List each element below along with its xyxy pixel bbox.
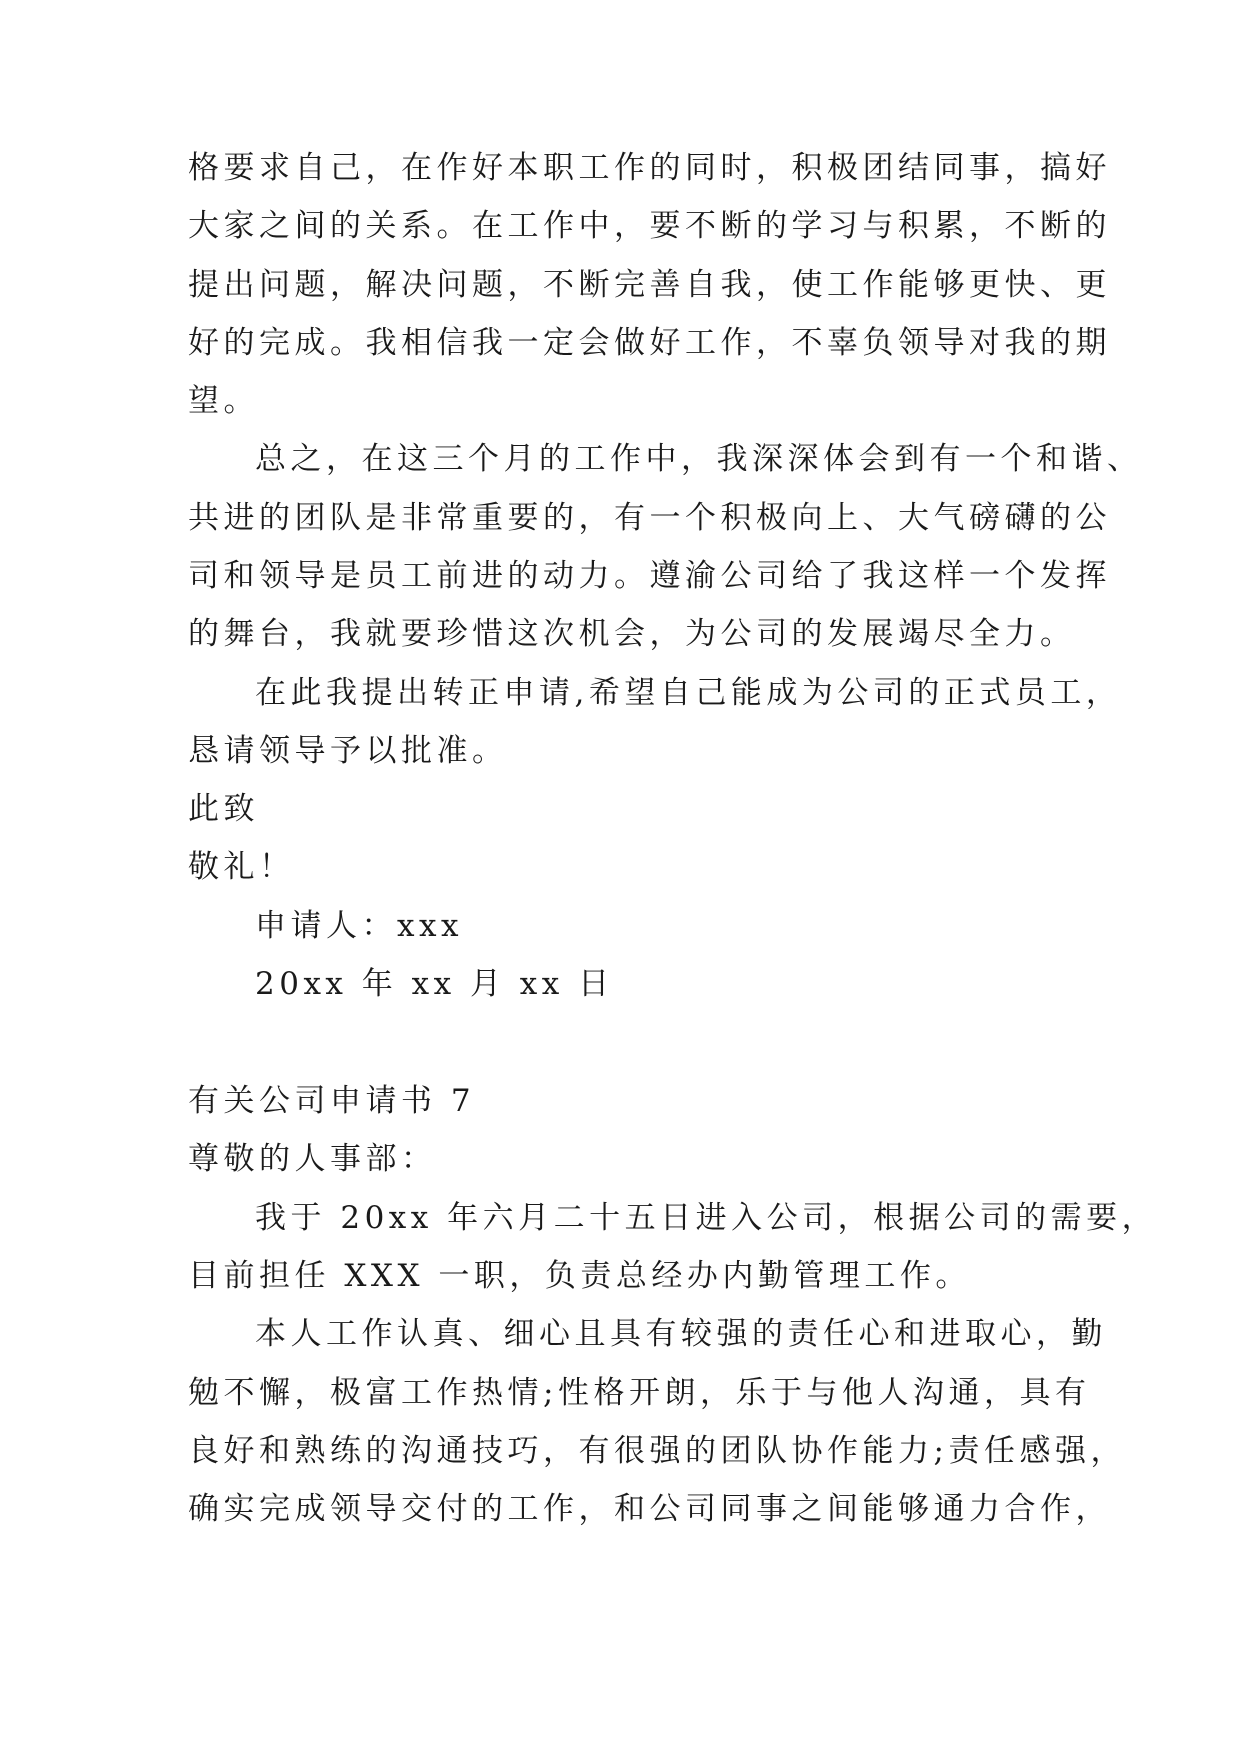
text-line: 大家之间的关系。在工作中，要不断的学习与积累，不断的: [188, 208, 1111, 244]
text-line: 目前担任 XXX 一职，负责总经办内勤管理工作。: [188, 1258, 971, 1294]
greeting-line: 尊敬的人事部：: [188, 1141, 437, 1177]
closing-line: 此致: [188, 791, 259, 827]
section-title: 有关公司申请书 7: [188, 1083, 476, 1119]
text-line: 格要求自己，在作好本职工作的同时，积极团结同事，搞好: [188, 150, 1111, 186]
paragraph-start-line: 总之，在这三个月的工作中，我深深体会到有一个和谐、: [255, 441, 1143, 477]
applicant-line: 申请人：xxx: [255, 908, 463, 944]
text-line: 司和领导是员工前进的动力。遵渝公司给了我这样一个发挥: [188, 558, 1111, 594]
text-line: 良好和熟练的沟通技巧，有很强的团队协作能力;责任感强，: [188, 1433, 1126, 1469]
text-line: 共进的团队是非常重要的，有一个积极向上、大气磅礴的公: [188, 500, 1111, 536]
text-line: 好的完成。我相信我一定会做好工作，不辜负领导对我的期: [188, 325, 1111, 361]
text-line: 确实完成领导交付的工作，和公司同事之间能够通力合作，: [188, 1491, 1111, 1527]
text-line: 望。: [188, 383, 259, 419]
text-line: 勉不懈，极富工作热情;性格开朗，乐于与他人沟通，具有: [188, 1375, 1091, 1411]
paragraph-start-line: 在此我提出转正申请,希望自己能成为公司的正式员工，: [255, 675, 1122, 711]
paragraph-start-line: 本人工作认真、细心且具有较强的责任心和进取心，勤: [255, 1316, 1107, 1352]
text-line: 恳请领导予以批准。: [188, 733, 508, 769]
paragraph-start-line: 我于 20xx 年六月二十五日进入公司，根据公司的需要，: [255, 1200, 1158, 1236]
text-line: 的舞台，我就要珍惜这次机会，为公司的发展竭尽全力。: [188, 616, 1076, 652]
salutation-line: 敬礼！: [188, 849, 295, 885]
date-line: 20xx 年 xx 月 xx 日: [255, 966, 614, 1002]
text-line: 提出问题，解决问题，不断完善自我，使工作能够更快、更: [188, 267, 1111, 303]
